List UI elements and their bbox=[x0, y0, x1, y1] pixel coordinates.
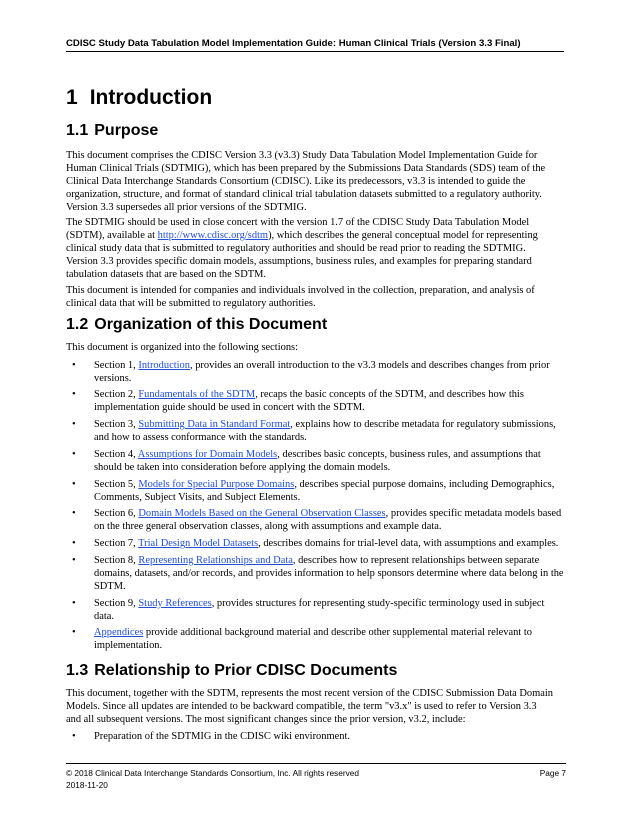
text-line: domains, datasets, and/or records, and provides information to help sponsors determine where data belong in the bbox=[94, 567, 564, 579]
text-segment: Section 4, bbox=[94, 449, 138, 460]
bullet-icon: • bbox=[72, 538, 76, 549]
text-line: This document, together with the SDTM, represents the most recent version of the CDISC Submission Data Domain bbox=[66, 688, 554, 699]
text-line: should be taken into consideration before applying the domain models. bbox=[94, 461, 391, 473]
text-segment: ), which describes the general conceptual model for representing bbox=[268, 229, 538, 241]
text-line: Version 3.3 supersedes all prior versions of the SDTMIG. bbox=[66, 201, 307, 213]
chapter-number: 1 bbox=[66, 86, 78, 109]
text-line: This document comprises the CDISC Version 3.3 (v3.3) Study Data Tabulation Model Implementation Guide for bbox=[66, 150, 538, 161]
text-segment: , describes special purpose domains, including Demographics, bbox=[294, 479, 555, 490]
text-segment: Section 8, bbox=[94, 555, 139, 566]
text-line: clinical data that will be submitted to regulatory authorities. bbox=[66, 297, 316, 309]
footer-page-number: Page 7 bbox=[539, 768, 566, 778]
footer-copyright: © 2018 Clinical Data Interchange Standards Consortium, Inc. All rights reserved bbox=[66, 768, 359, 778]
link-introduction[interactable]: Introduction bbox=[138, 360, 190, 371]
text-line: tabulation datasets that are based on the SDTM. bbox=[66, 268, 266, 280]
footer-rule bbox=[66, 763, 566, 764]
section-number: 1.2 bbox=[66, 316, 89, 333]
text-line: versions. bbox=[94, 372, 132, 384]
link-domain-models[interactable]: Domain Models Based on the General Observation Classes bbox=[138, 508, 386, 519]
text-segment: Section 2, bbox=[94, 389, 139, 400]
text-line bbox=[94, 449, 566, 462]
text-line bbox=[66, 230, 566, 243]
text-line bbox=[94, 555, 566, 568]
organization-intro bbox=[66, 342, 566, 355]
text-segment: , recaps the basic concepts of the SDTM, and describes how this bbox=[255, 389, 524, 400]
bullet-icon: • bbox=[72, 389, 76, 400]
text-segment: , describes domains for trial-level data, with assumptions and examples. bbox=[258, 538, 559, 549]
bullet-icon: • bbox=[72, 360, 76, 371]
link-special-purpose[interactable]: Models for Special Purpose Domains bbox=[138, 479, 295, 490]
link-study-references[interactable]: Study References bbox=[138, 598, 212, 609]
text-line bbox=[94, 538, 566, 551]
bullet-icon: • bbox=[72, 555, 76, 566]
text-segment: , describes basic concepts, business rules, and assumptions that bbox=[277, 449, 541, 460]
link-assumptions[interactable]: Assumptions for Domain Models bbox=[137, 449, 278, 460]
text-line bbox=[94, 389, 566, 402]
text-line: SDTM. bbox=[94, 580, 126, 592]
link-trial-design[interactable]: Trial Design Model Datasets bbox=[138, 538, 259, 549]
bullet-icon: • bbox=[72, 449, 76, 460]
section-heading-purpose bbox=[66, 122, 158, 140]
text-segment: , provides structures for representing study-specific terminology used in subject bbox=[211, 598, 545, 609]
header-rule bbox=[66, 51, 564, 52]
text-line: Comments, Subject Visits, and Subject Elements. bbox=[94, 491, 301, 503]
text-line: data. bbox=[94, 610, 114, 622]
section-number: 1.1 bbox=[66, 122, 89, 139]
section-heading-organization bbox=[66, 316, 327, 334]
chapter-heading bbox=[66, 86, 212, 110]
text-segment: , explains how to describe metadata for regulatory submissions, bbox=[290, 419, 556, 430]
text-line: Clinical Data Interchange Standards Consortium (CDISC). Like its predecessors, v3.3 is intended to guide the bbox=[66, 175, 526, 187]
text-segment: , provides an overall introduction to the v3.3 models and describes changes from prior bbox=[189, 360, 550, 371]
text-segment: , provides specific metadata models based bbox=[385, 508, 562, 519]
text-segment: (SDTM), available at bbox=[66, 229, 158, 241]
section-heading-relationship bbox=[66, 662, 397, 680]
text-segment: , describes how to represent relationships between separate bbox=[292, 555, 540, 566]
section-title: Purpose bbox=[94, 122, 159, 139]
bullet-icon: • bbox=[72, 479, 76, 490]
bullet-icon: • bbox=[72, 508, 76, 519]
text-line: Version 3.3 provides specific domain models, assumptions, business rules, and examples for preparing standard bbox=[66, 255, 532, 267]
text-line: on the three general observation classes, along with assumptions and example data. bbox=[94, 520, 442, 532]
text-line bbox=[94, 360, 566, 373]
text-line bbox=[94, 627, 566, 640]
running-header: CDISC Study Data Tabulation Model Implementation Guide: Human Clinical Trials (Version 3.3 Final) bbox=[66, 38, 521, 49]
text-line: organization, structure, and format of standard clinical trial tabulation datasets submitted to a regulatory authority. bbox=[66, 188, 542, 200]
text-segment: Section 5, bbox=[94, 479, 139, 490]
text-line: and all subsequent versions. The most significant changes since the prior version, v3.2, include: bbox=[66, 713, 466, 725]
link-submitting-data[interactable]: Submitting Data in Standard Format bbox=[138, 419, 291, 430]
text-segment: Section 9, bbox=[94, 598, 139, 609]
text-segment: Section 7, bbox=[94, 538, 139, 549]
footer-date: 2018-11-20 bbox=[66, 780, 108, 790]
text-segment: provide additional background material and describe other supplemental material relevant to bbox=[143, 627, 532, 638]
text-line: This document is organized into the following sections: bbox=[66, 342, 299, 353]
purpose-paragraph-1 bbox=[66, 150, 566, 215]
text-line bbox=[94, 508, 566, 521]
purpose-paragraph-3 bbox=[66, 285, 566, 311]
text-line: clinical study data that is submitted to regulatory authorities and should be read prior to reading the SDTMIG. bbox=[66, 242, 526, 254]
sdtm-url-link[interactable]: http://www.cdisc.org/sdtm bbox=[157, 229, 269, 241]
text-line bbox=[94, 479, 566, 492]
link-relationships[interactable]: Representing Relationships and Data bbox=[138, 555, 293, 566]
text-segment: Section 3, bbox=[94, 419, 139, 430]
section-number: 1.3 bbox=[66, 662, 89, 679]
bullet-icon: • bbox=[72, 627, 76, 638]
bullet-icon: • bbox=[72, 598, 76, 609]
purpose-paragraph-2 bbox=[66, 217, 566, 282]
text-line bbox=[94, 598, 566, 611]
section-title: Relationship to Prior CDISC Documents bbox=[94, 662, 398, 679]
text-line: The SDTMIG should be used in close concert with the version 1.7 of the CDISC Study Data Tabulation Model bbox=[66, 217, 530, 228]
link-appendices[interactable]: Appendices bbox=[94, 627, 144, 638]
section-title: Organization of this Document bbox=[94, 316, 328, 333]
bullet-icon: • bbox=[72, 419, 76, 430]
text-line: implementation guide should be used in concert with the SDTM. bbox=[94, 401, 365, 413]
link-fundamentals[interactable]: Fundamentals of the SDTM bbox=[138, 389, 256, 400]
text-line: Models. Since all updates are intended to be backward compatible, the term "v3.x" is used to refer to Version 3.3 bbox=[66, 700, 537, 712]
text-line: and how to assess conformance with the standards. bbox=[94, 431, 307, 443]
text-line: Human Clinical Trials (SDTMIG), which has been prepared by the Submissions Data Standards (SDS) team of the bbox=[66, 162, 546, 174]
text-line: implementation. bbox=[94, 639, 163, 651]
text-line: Preparation of the SDTMIG in the CDISC wiki environment. bbox=[94, 731, 350, 742]
text-line: This document is intended for companies and individuals involved in the collection, preparation, and analysis of bbox=[66, 285, 535, 296]
text-segment: Section 1, bbox=[94, 360, 139, 371]
chapter-title: Introduction bbox=[89, 86, 213, 109]
text-line bbox=[94, 419, 566, 432]
relationship-paragraph bbox=[66, 688, 566, 727]
bullet-icon: • bbox=[72, 731, 76, 742]
text-segment: Section 6, bbox=[94, 508, 139, 519]
